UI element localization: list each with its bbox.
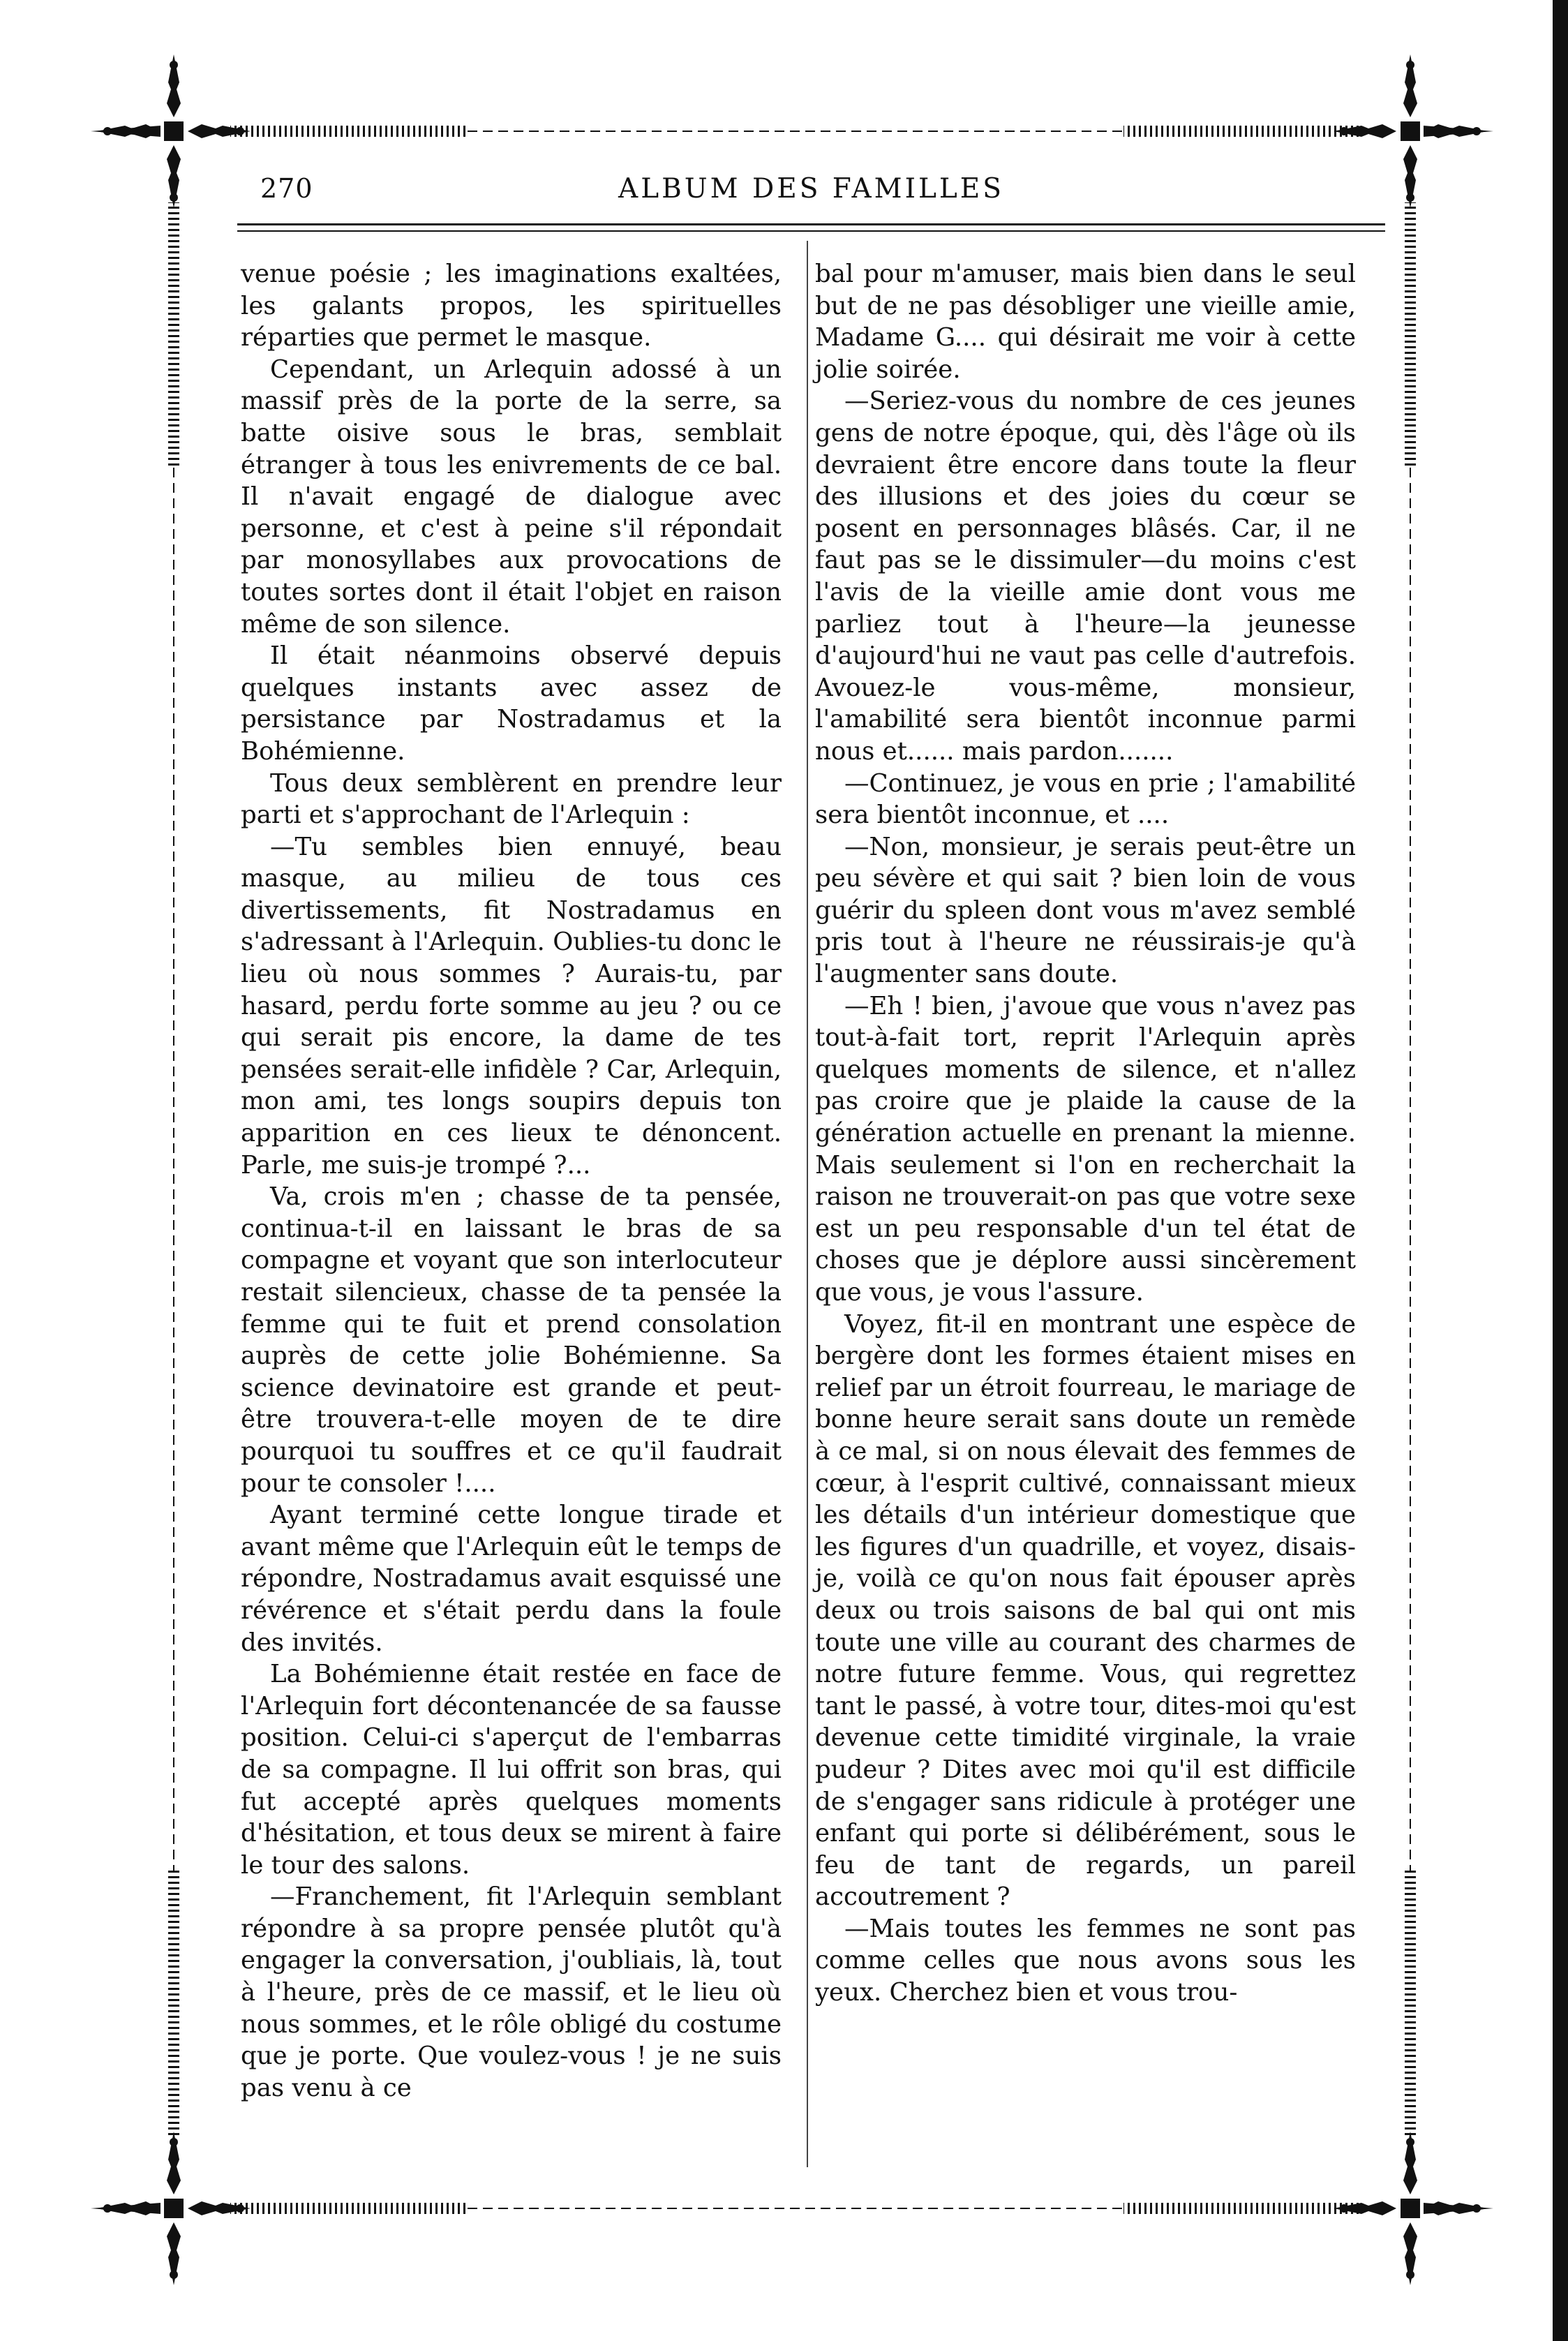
paragraph: —Franchement, fit l'Arlequin semblant répondre à sa propre pensée plutôt qu'à engager la conversation, j'oubliais, là, tout à l'heure, près de ce massif, et le lieu où nous sommes, et le rôle obligé du costume que je porte. Que voulez-vous ! je ne suis pas venu à ce bbox=[241, 1882, 782, 2102]
paragraph: Il était néanmoins observé depuis quelques instants avec assez de persistance par Nostradamus et la Bohémienne. bbox=[241, 641, 782, 766]
paragraph: —Mais toutes les femmes ne sont pas comme celles que nous avons sous les yeux. Cherchez bien et vous trou- bbox=[815, 1914, 1356, 2007]
running-head: ALBUM DES FAMILLES bbox=[618, 173, 1004, 205]
right-column bbox=[815, 258, 1356, 2009]
paragraph: bal pour m'amuser, mais bien dans le seul but de ne pas désobliger une vieille amie, Madame G.... qui désirait me voir à cette jolie soirée. bbox=[815, 260, 1356, 384]
paragraph: venue poésie ; les imaginations exaltées, les galants propos, les spirituelles réparties que permet le masque. bbox=[241, 260, 782, 352]
paragraph: Voyez, fit-il en montrant une espèce de bergère dont les formes étaient mises en relief par un étroit fourreau, le mariage de bonne heure serait sans doute un remède à ce mal, si on nous élevait des femmes de cœur, à l'esprit cultivé, connaissant mieux les détails d'un intérieur domestique que les figures d'un quadrille, et voyez, disais-je, voilà ce qu'on nous fait épouser après deux ou trois saisons de bal qui ont mis toute une ville au courant des charmes de notre future femme. Vous, qui regrettez tant le passé, à votre tour, dites-moi qu'est devenue cette timidité virginale, la vraie pudeur ? Dites avec moi qu'il est difficile de s'engager sans ridicule à protéger une enfant qui porte si délibérément, sous le feu de tant de regards, un pareil accoutrement ? bbox=[815, 1309, 1356, 1912]
paragraph: La Bohémienne était restée en face de l'Arlequin fort décontenancée de sa fausse position. Celui-ci s'aperçut de l'embarras de sa compagne. Il lui offrit son bras, qui fut accepté après quelques moments d'hésitation, et tous deux se mirent à faire le tour des salons. bbox=[241, 1660, 782, 1880]
paragraph: Cependant, un Arlequin adossé à un massif près de la porte de la serre, sa batte oisive sous le bras, semblait étranger à tous les enivrements de ce bal. Il n'avait engagé de dialogue avec personne, et c'est à peine s'il répondait par monosyllabes aux provocations de toutes sortes dont il était l'objet en raison même de son silence. bbox=[241, 355, 782, 639]
left-column bbox=[241, 258, 782, 2104]
header-rule-bottom bbox=[237, 230, 1385, 232]
paragraph: —Non, monsieur, je serais peut-être un peu sévère et qui sait ? bien loin de vous guérir du spleen dont vous m'avez semblé pris tout à l'heure ne réussirais-je qu'à l'augmenter sans doute. bbox=[815, 832, 1356, 989]
paragraph: Ayant terminé cette longue tirade et avant même que l'Arlequin eût le temps de répondre, Nostradamus avait esquissé une révérence et s'était perdu dans la foule des invités. bbox=[241, 1501, 782, 1657]
page-header bbox=[234, 173, 1389, 208]
paragraph: —Tu sembles bien ennuyé, beau masque, au milieu de tous ces divertissements, fit Nostradamus en s'adressant à l'Arlequin. Oublies-tu donc le lieu où nous sommes ? Aurais-tu, par hasard, perdu forte somme au jeu ? ou ce qui serait pis encore, la dame de tes pensées serait-elle infidèle ? Car, Arlequin, mon ami, tes longs soupirs depuis ton apparition en ces lieux te dénoncent. Parle, me suis-je trompé ?... bbox=[241, 832, 782, 1180]
paragraph: Tous deux semblèrent en prendre leur parti et s'approchant de l'Arlequin : bbox=[241, 768, 782, 830]
paragraph: Va, crois m'en ; chasse de ta pensée, continua-t-il en laissant le bras de sa compagne et voyant que son interlocuteur restait silencieux, chasse de ta pensée la femme qui te fuit et prend consolation auprès de cette jolie Bohémienne. Sa science devinatoire est grande et peut-être trouvera-t-elle moyen de te dire pourquoi tu souffres et ce qu'il faudrait pour te consoler !.... bbox=[241, 1182, 782, 1498]
page-number: 270 bbox=[260, 173, 313, 204]
paragraph: —Eh ! bien, j'avoue que vous n'avez pas tout-à-fait tort, reprit l'Arlequin après quelques moments de silence, et n'allez pas croire que je plaide la cause de la génération actuelle en prenant la mienne. Mais seulement si l'on en recherchait la raison ne trouverait-on pas que votre sexe est un peu responsable d'un tel état de choses que je déplore aussi sincèrement que vous, je vous l'assure. bbox=[815, 991, 1356, 1307]
paragraph: —Seriez-vous du nombre de ces jeunes gens de notre époque, qui, dès l'âge où ils devraient être encore dans toute la fleur des illusions et des joies du cœur se posent en personnages blâsés. Car, il ne faut pas se le dissimuler—du moins c'est l'avis de la vieille amie dont vous me parliez tout à l'heure—la jeunesse d'aujourd'hui ne vaut pas celle d'autrefois. Avouez-le vous-même, monsieur, l'amabilité sera bientôt inconnue parmi nous et...... mais pardon....... bbox=[815, 387, 1356, 766]
header-rule-top bbox=[237, 223, 1385, 225]
column-divider bbox=[807, 241, 808, 2167]
paragraph: —Continuez, je vous en prie ; l'amabilité sera bientôt inconnue, et .... bbox=[815, 768, 1356, 830]
